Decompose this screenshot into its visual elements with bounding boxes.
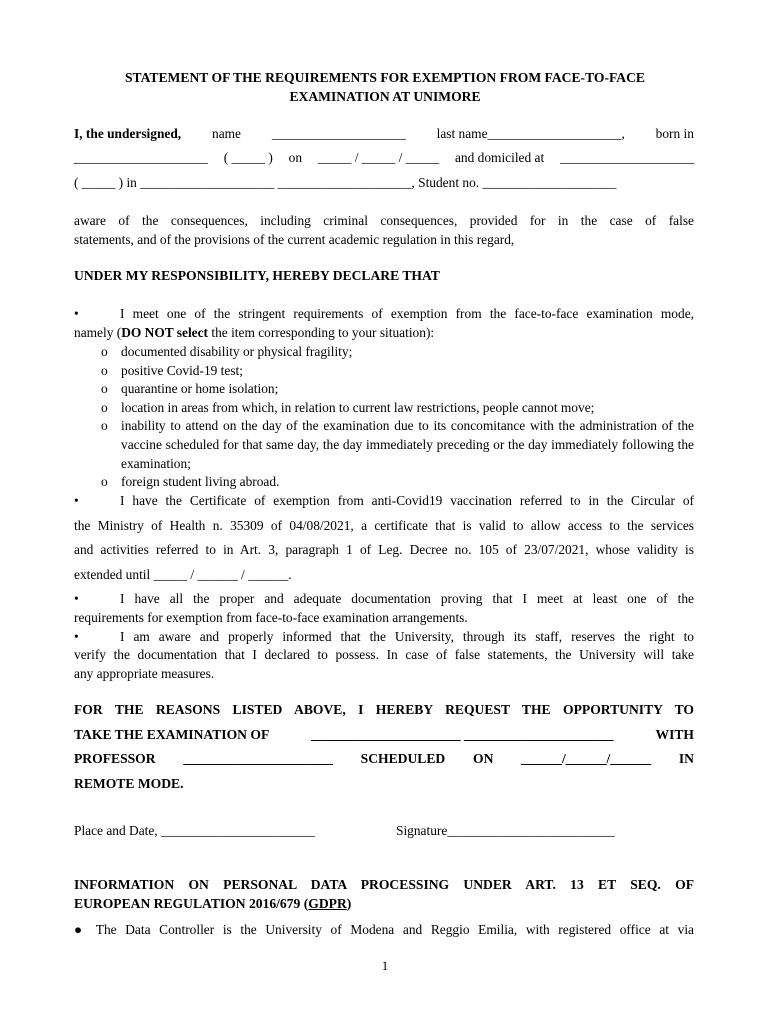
- title-line-1: STATEMENT OF THE REQUIREMENTS FOR EXEMPTION FROM FACE-TO-FACE: [125, 70, 645, 85]
- lastname-field[interactable]: ____________________,: [487, 126, 625, 141]
- gdpr-heading-line-1: INFORMATION ON PERSONAL DATA PROCESSING UNDER ART. 13 ET SEQ. OF: [74, 877, 694, 892]
- gdpr-link[interactable]: GDPR: [308, 896, 347, 911]
- option-text: positive Covid-19 test;: [121, 363, 243, 378]
- aware-line-2: statements, and of the provisions of the current academic regulation in this regard,: [74, 232, 515, 247]
- bullet-1-suffix: the item corresponding to your situation):: [208, 325, 435, 340]
- option-item: [101, 379, 694, 398]
- birth-province-field[interactable]: ( _____ ): [223, 150, 273, 165]
- name-field[interactable]: ____________________: [271, 126, 406, 141]
- page-number: 1: [381, 958, 389, 973]
- option-text: location in areas from which, in relation to current law restrictions, people cannot move;: [121, 400, 595, 415]
- on-label: on: [288, 150, 303, 165]
- bullet-3-line-2: requirements for exemption from face-to-face examination arrangements.: [74, 610, 468, 625]
- option-text: quarantine or home isolation;: [121, 381, 279, 396]
- bullet-4-line-1: [74, 627, 694, 646]
- option-marker-icon: o: [101, 474, 108, 489]
- bullet-1-prefix: namely (: [74, 325, 122, 340]
- name-label: name: [212, 126, 241, 141]
- bullet-icon: •: [74, 629, 79, 644]
- bullet-4-text: I am aware and properly informed that the University, through its staff, reserves the right to: [120, 629, 694, 644]
- birthdate-field[interactable]: _____ / _____ / _____: [317, 150, 440, 165]
- option-item: [101, 472, 694, 491]
- bullet-4-line-3: any appropriate measures.: [74, 666, 215, 681]
- bullet-2-line-1: [74, 491, 694, 510]
- gdpr-heading-line-2: [74, 894, 694, 913]
- born-label: born in: [655, 126, 694, 141]
- scheduled-label: SCHEDULED: [360, 751, 446, 766]
- domicile-province-field[interactable]: ( _____ ): [74, 175, 124, 190]
- in-label: IN: [678, 751, 694, 766]
- student-number-field[interactable]: ____________________: [482, 175, 617, 190]
- bullet-icon: •: [74, 591, 79, 606]
- bullet-3-line-1: [74, 589, 694, 608]
- with-label: WITH: [655, 727, 694, 742]
- bullet-icon: •: [74, 493, 79, 508]
- identity-line-2: [74, 148, 694, 167]
- place-date-field[interactable]: Place and Date, _______________________: [74, 823, 315, 838]
- in-label: in: [126, 175, 137, 190]
- option-text: foreign student living abroad.: [121, 474, 280, 489]
- gdpr-bullet-text: ● The Data Controller is the University of Modena and Reggio Emilia, with registered office at via: [74, 922, 694, 937]
- exam-field[interactable]: ______________________ ______________________: [311, 727, 614, 742]
- do-not-select-emphasis: DO NOT select: [121, 325, 209, 340]
- identity-line-1: [74, 124, 694, 143]
- option-item: [101, 416, 694, 473]
- city-field[interactable]: ____________________: [140, 175, 275, 190]
- domiciled-label: and domiciled at: [454, 150, 545, 165]
- professor-field[interactable]: ______________________: [183, 751, 333, 766]
- title-line-2: EXAMINATION AT UNIMORE: [289, 89, 481, 104]
- option-text: inability to attend on the day of the examination due to its concomitance with the administration of the vaccine scheduled for that same day, the day immediately preceding or the day immediately following the examination;: [121, 418, 694, 471]
- request-line-2: [74, 725, 694, 744]
- bullet-icon: •: [74, 306, 79, 321]
- option-marker-icon: o: [101, 400, 108, 415]
- option-item: [101, 398, 694, 417]
- bullet-2-line-2: the Ministry of Health n. 35309 of 04/08/2021, a certificate that is valid to allow access to the services: [74, 518, 694, 533]
- signature-field[interactable]: Signature_________________________: [396, 823, 615, 838]
- bullet-2-line-4: extended until _____ / ______ / ______.: [74, 567, 292, 582]
- option-marker-icon: o: [101, 363, 108, 378]
- gdpr-heading-text: EUROPEAN REGULATION 2016/679 (: [74, 896, 309, 911]
- bullet-3-text: I have all the proper and adequate documentation proving that I meet at least one of the: [120, 591, 694, 606]
- declare-heading: UNDER MY RESPONSIBILITY, HEREBY DECLARE THAT: [74, 268, 440, 283]
- option-item: [101, 361, 694, 380]
- bullet-4-line-2: verify the documentation that I declared to possess. In case of false statements, the University will take: [74, 647, 694, 662]
- bullet-2-line-3: and activities referred to in Art. 3, paragraph 1 of Leg. Decree no. 105 of 23/07/2021, whose validity is: [74, 542, 694, 557]
- option-marker-icon: o: [101, 381, 108, 396]
- aware-line-1: aware of the consequences, including criminal consequences, provided for in the case of false: [74, 213, 694, 228]
- street-field[interactable]: ____________________,: [277, 175, 415, 190]
- exam-date-field[interactable]: ______/______/______: [521, 751, 652, 766]
- student-label: Student no.: [418, 175, 480, 190]
- option-marker-icon: o: [101, 418, 108, 433]
- lastname-label: last name: [436, 126, 488, 141]
- bullet-2-text: I have the Certificate of exemption from anti-Covid19 vaccination referred to in the Circular of: [120, 493, 694, 508]
- gdpr-heading-close: ): [346, 896, 352, 911]
- document-title: [70, 68, 700, 106]
- bullet-1-line-1: [74, 304, 694, 323]
- request-line-1: FOR THE REASONS LISTED ABOVE, I HEREBY REQUEST THE OPPORTUNITY TO: [74, 702, 694, 717]
- option-text: documented disability or physical fragility;: [121, 344, 353, 359]
- bullet-1-text: I meet one of the stringent requirements of exemption from the face-to-face examination mode,: [120, 306, 694, 321]
- option-marker-icon: o: [101, 344, 108, 359]
- option-item: [101, 342, 694, 361]
- undersigned-label: I, the undersigned,: [74, 126, 182, 141]
- professor-label: PROFESSOR: [74, 751, 156, 766]
- request-line-3: [74, 749, 694, 768]
- bullet-1-line-2: [74, 323, 694, 342]
- on-label: ON: [473, 751, 494, 766]
- request-line-4: REMOTE MODE.: [74, 776, 184, 791]
- address-field[interactable]: ____________________: [560, 150, 694, 165]
- identity-line-3: [74, 173, 694, 192]
- birthplace-field[interactable]: ____________________: [74, 150, 208, 165]
- exam-label: TAKE THE EXAMINATION OF: [74, 727, 270, 742]
